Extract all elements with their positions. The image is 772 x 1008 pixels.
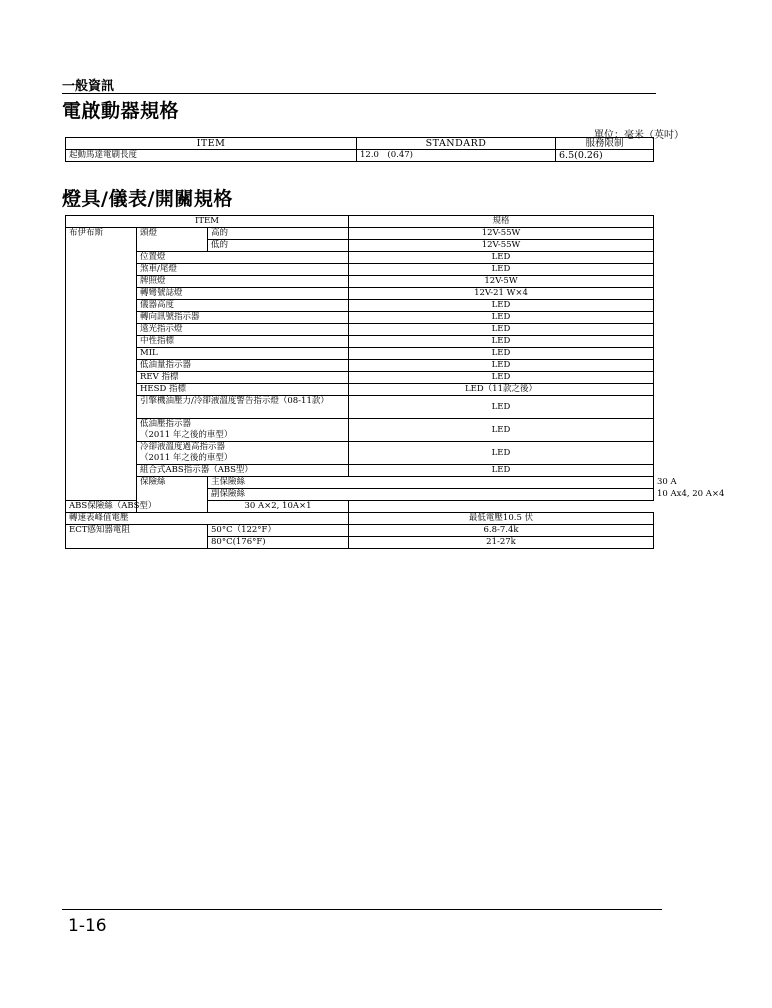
item-cell: 遠光指示燈: [137, 324, 349, 336]
item-cell: 中性指標: [137, 336, 349, 348]
table-row: [66, 442, 654, 465]
table-row: [66, 300, 654, 312]
spec-cell: 12V-55W: [349, 240, 654, 252]
item-cell: HESD 指標: [137, 384, 349, 396]
col-spec-header: 規格: [349, 216, 654, 228]
table-row: [66, 465, 654, 477]
spec-cell: 12V-55W: [349, 228, 654, 240]
table-row: [66, 396, 654, 419]
table-row: [66, 348, 654, 360]
table-row: [66, 252, 654, 264]
spec-cell: LED: [349, 442, 654, 465]
item-cell: 位置燈: [137, 252, 349, 264]
spec-cell: LED（11款之後）: [349, 384, 654, 396]
table-header-row: [66, 138, 654, 150]
temp-cell: 80°C(176°F): [208, 537, 349, 549]
table-row: [66, 384, 654, 396]
table-row: [66, 419, 654, 442]
table-row: [66, 513, 654, 525]
spec-cell: LED: [349, 324, 654, 336]
fuse-group-label: 保險絲: [137, 477, 208, 513]
page-number: 1-16: [68, 916, 107, 936]
temp-cell: 50°C（122°F）: [208, 525, 349, 537]
item-cell: 副保險絲: [208, 489, 654, 501]
item-cell: 煞車/尾燈: [137, 264, 349, 276]
item-cell: 低油壓指示器 （2011 年之後的車型）: [137, 419, 349, 442]
item-cell: 轉速表峰值電壓: [66, 513, 349, 525]
spec-cell: LED: [349, 264, 654, 276]
table-header-row: [66, 216, 654, 228]
table-row: [66, 525, 654, 537]
headlight-label: 頭燈: [137, 228, 208, 252]
item-cell: 牌照燈: [137, 276, 349, 288]
item-cell: 低的: [208, 240, 349, 252]
table-row: [66, 372, 654, 384]
lights-spec-title: 燈具/儀表/開關規格: [62, 188, 233, 210]
table-row: [66, 264, 654, 276]
spec-cell: 21-27k: [349, 537, 654, 549]
item-cell: 儀器高度: [137, 300, 349, 312]
table-row: [66, 501, 654, 513]
spec-cell: LED: [349, 465, 654, 477]
col-item-header: ITEM: [66, 138, 357, 150]
ect-label: ECT感知器電阻: [66, 525, 208, 549]
item-cell: 轉彎號誌燈: [137, 288, 349, 300]
spec-cell: 30 A×2, 10A×1: [208, 501, 349, 513]
footer-divider: [62, 909, 662, 910]
col-limit-header: 服務限制: [556, 138, 654, 150]
standard-cell: 12.0 (0.47): [357, 150, 556, 162]
starter-spec-table: [65, 137, 654, 162]
item-cell: REV 指標: [137, 372, 349, 384]
spec-cell: LED: [349, 336, 654, 348]
spec-cell: 6.8-7.4k: [349, 525, 654, 537]
starter-spec-title: 電啟動器規格: [62, 100, 180, 122]
table-row: [66, 228, 654, 240]
table-row: [66, 288, 654, 300]
spec-cell: 12V-5W: [349, 276, 654, 288]
item-cell: 低油量指示器: [137, 360, 349, 372]
spec-cell: LED: [349, 396, 654, 419]
item-cell: ABS保險絲（ABS型）: [66, 501, 208, 513]
unit-label: 單位：毫米（英吋）: [594, 130, 684, 141]
table-row: [66, 360, 654, 372]
item-cell: 組合式ABS指示器（ABS型）: [137, 465, 349, 477]
table-row: [66, 276, 654, 288]
header-divider: [62, 93, 656, 94]
spec-cell: LED: [349, 419, 654, 442]
spec-cell: 12V-21 W×4: [349, 288, 654, 300]
item-cell: 高的: [208, 228, 349, 240]
lights-spec-table: [65, 215, 725, 549]
col-item-header: ITEM: [66, 216, 349, 228]
spec-cell: LED: [349, 312, 654, 324]
spec-cell: LED: [349, 252, 654, 264]
bulb-group-label: 布伊布斯: [66, 228, 137, 501]
table-row: 副保險絲 10 Ax4, 20 A×4: [66, 489, 654, 501]
spec-cell: LED: [349, 372, 654, 384]
spec-cell: LED: [349, 300, 654, 312]
limit-cell: 6.5(0.26): [556, 150, 654, 162]
item-cell: 引擎機油壓力/冷卻液溫度警告指示燈（08-11款）: [137, 396, 349, 419]
item-cell: MIL: [137, 348, 349, 360]
table-row: 保險絲 主保險絲 30 A: [66, 477, 654, 489]
spec-cell: 最低電壓10.5 伏: [349, 513, 654, 525]
item-cell: 冷卻液溫度過高指示器 （2011 年之後的車型）: [137, 442, 349, 465]
item-cell: 起動馬達電刷長度: [66, 150, 357, 162]
table-row: [66, 324, 654, 336]
item-cell: 主保險絲: [208, 477, 654, 489]
item-cell: 轉向訊號指示器: [137, 312, 349, 324]
spec-cell: LED: [349, 360, 654, 372]
table-row: [66, 336, 654, 348]
table-row: [66, 150, 654, 162]
table-row: [66, 312, 654, 324]
spec-cell: LED: [349, 348, 654, 360]
col-standard-header: STANDARD: [357, 138, 556, 150]
section-label: 一般資訊: [62, 79, 115, 94]
